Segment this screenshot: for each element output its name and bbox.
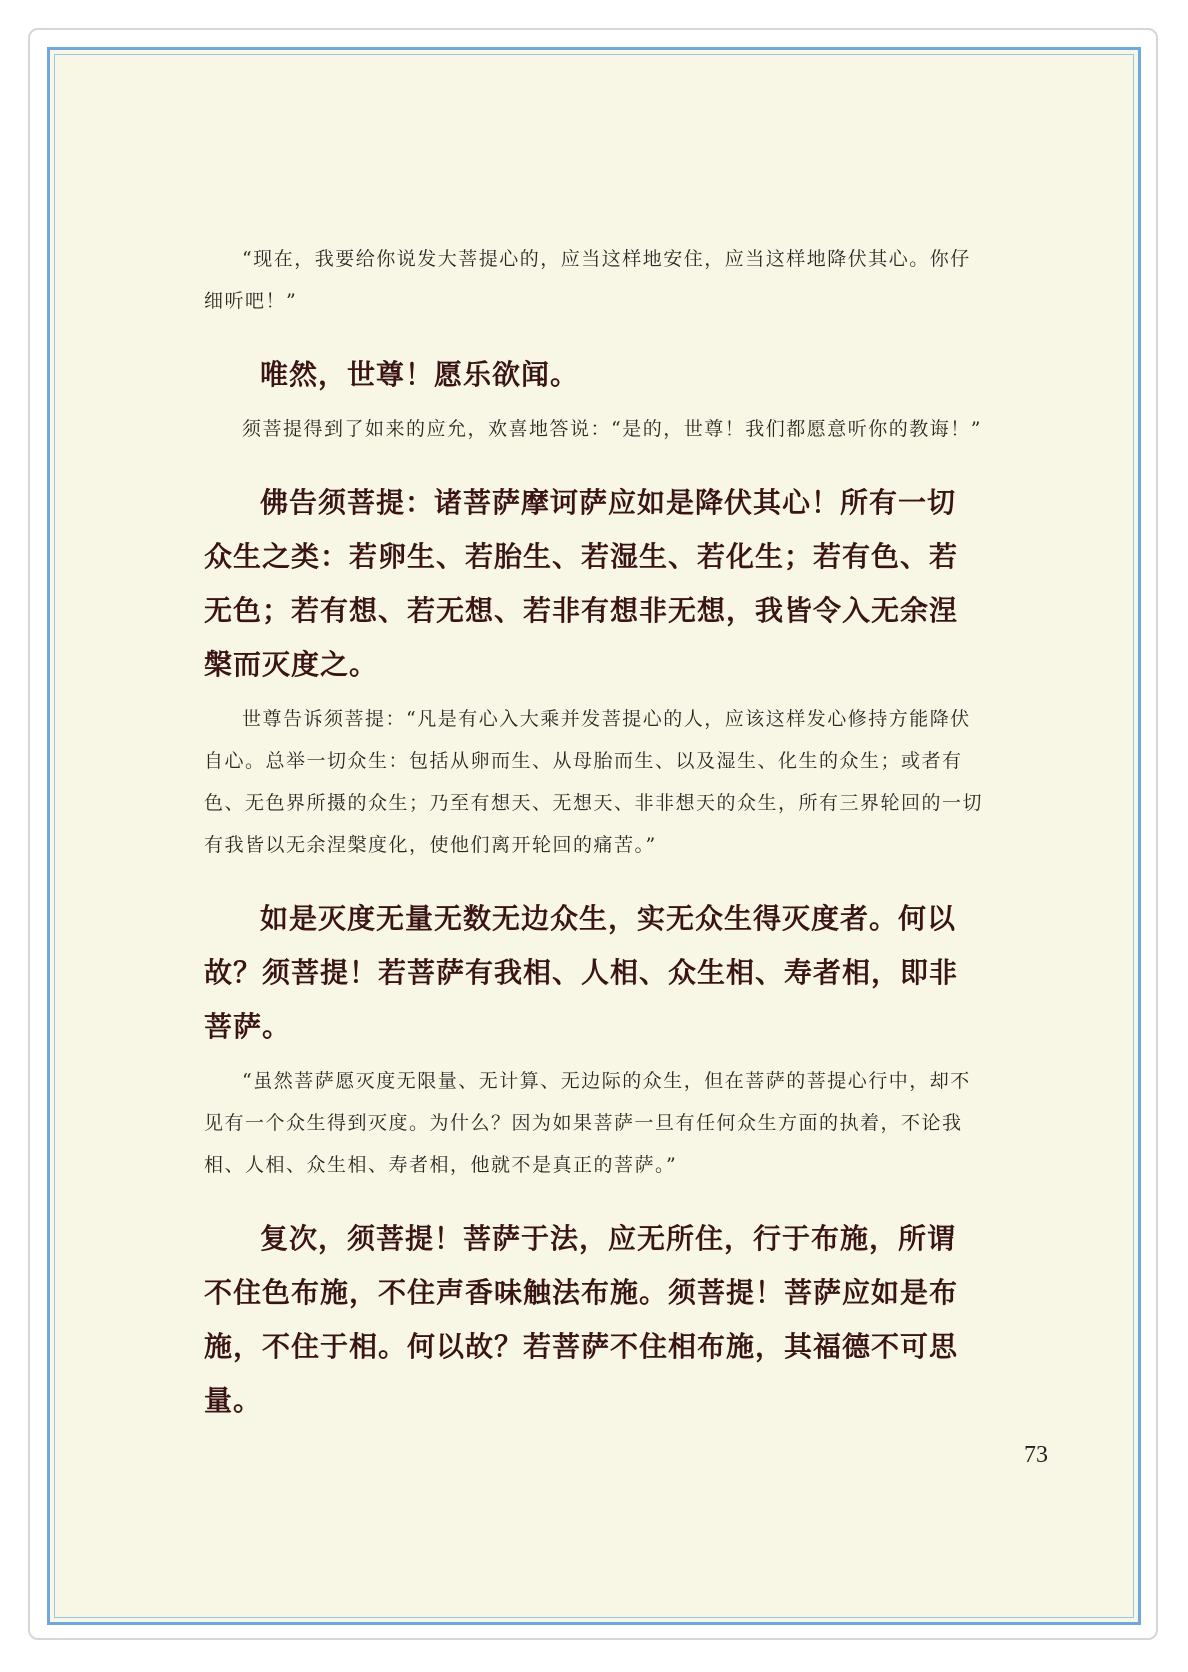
scripture-paragraph-2: 佛告须菩提：诸菩萨摩诃萨应如是降伏其心！所有一切众生之类：若卵生、若胎生、若湿生、若化生；若有色、若无色；若有想、若无想、若非有想非无想，我皆令入无余涅槃而灭度之。 bbox=[204, 486, 959, 681]
scripture-paragraph-3: 如是灭度无量无数无边众生，实无众生得灭度者。何以故？须菩提！若菩萨有我相、人相、众生相、寿者相，即非菩萨。 bbox=[204, 902, 959, 1043]
scripture-paragraph-4: 复次，须菩提！菩萨于法，应无所住，行于布施，所谓不住色布施，不住声香味触法布施。须菩提！菩萨应如是布施，不住于相。何以故？若菩萨不住相布施，其福德不可思量。 bbox=[204, 1222, 959, 1417]
translation-paragraph-2: 须菩提得到了如来的应允，欢喜地答说：“是的，世尊！我们都愿意听你的教诲！” bbox=[242, 418, 982, 440]
page-number: 73 bbox=[1024, 1442, 1048, 1468]
translation-paragraph-1: “现在，我要给你说发大菩提心的，应当这样地安住，应当这样地降伏其心。你仔细听吧！” bbox=[204, 248, 971, 312]
scripture-paragraph-1: 唯然，世尊！愿乐欲闻。 bbox=[260, 358, 580, 391]
translation-paragraph-4: “虽然菩萨愿灭度无限量、无计算、无边际的众生，但在菩萨的菩提心行中，却不见有一个众生得到灭度。为什么？因为如果菩萨一旦有任何众生方面的执着，不论我相、人相、众生相、寿者相，他就不是真正的菩萨。” bbox=[204, 1070, 971, 1176]
translation-paragraph-3: 世尊告诉须菩提：“凡是有心入大乘并发菩提心的人，应该这样发心修持方能降伏自心。总举一切众生：包括从卵而生、从母胎而生、以及湿生、化生的众生；或者有色、无色界所摄的众生；乃至有想天、无想天、非非想天的众生，所有三界轮回的一切有我皆以无余涅槃度化，使他们离开轮回的痛苦。” bbox=[204, 708, 984, 856]
page-content bbox=[204, 238, 984, 1428]
